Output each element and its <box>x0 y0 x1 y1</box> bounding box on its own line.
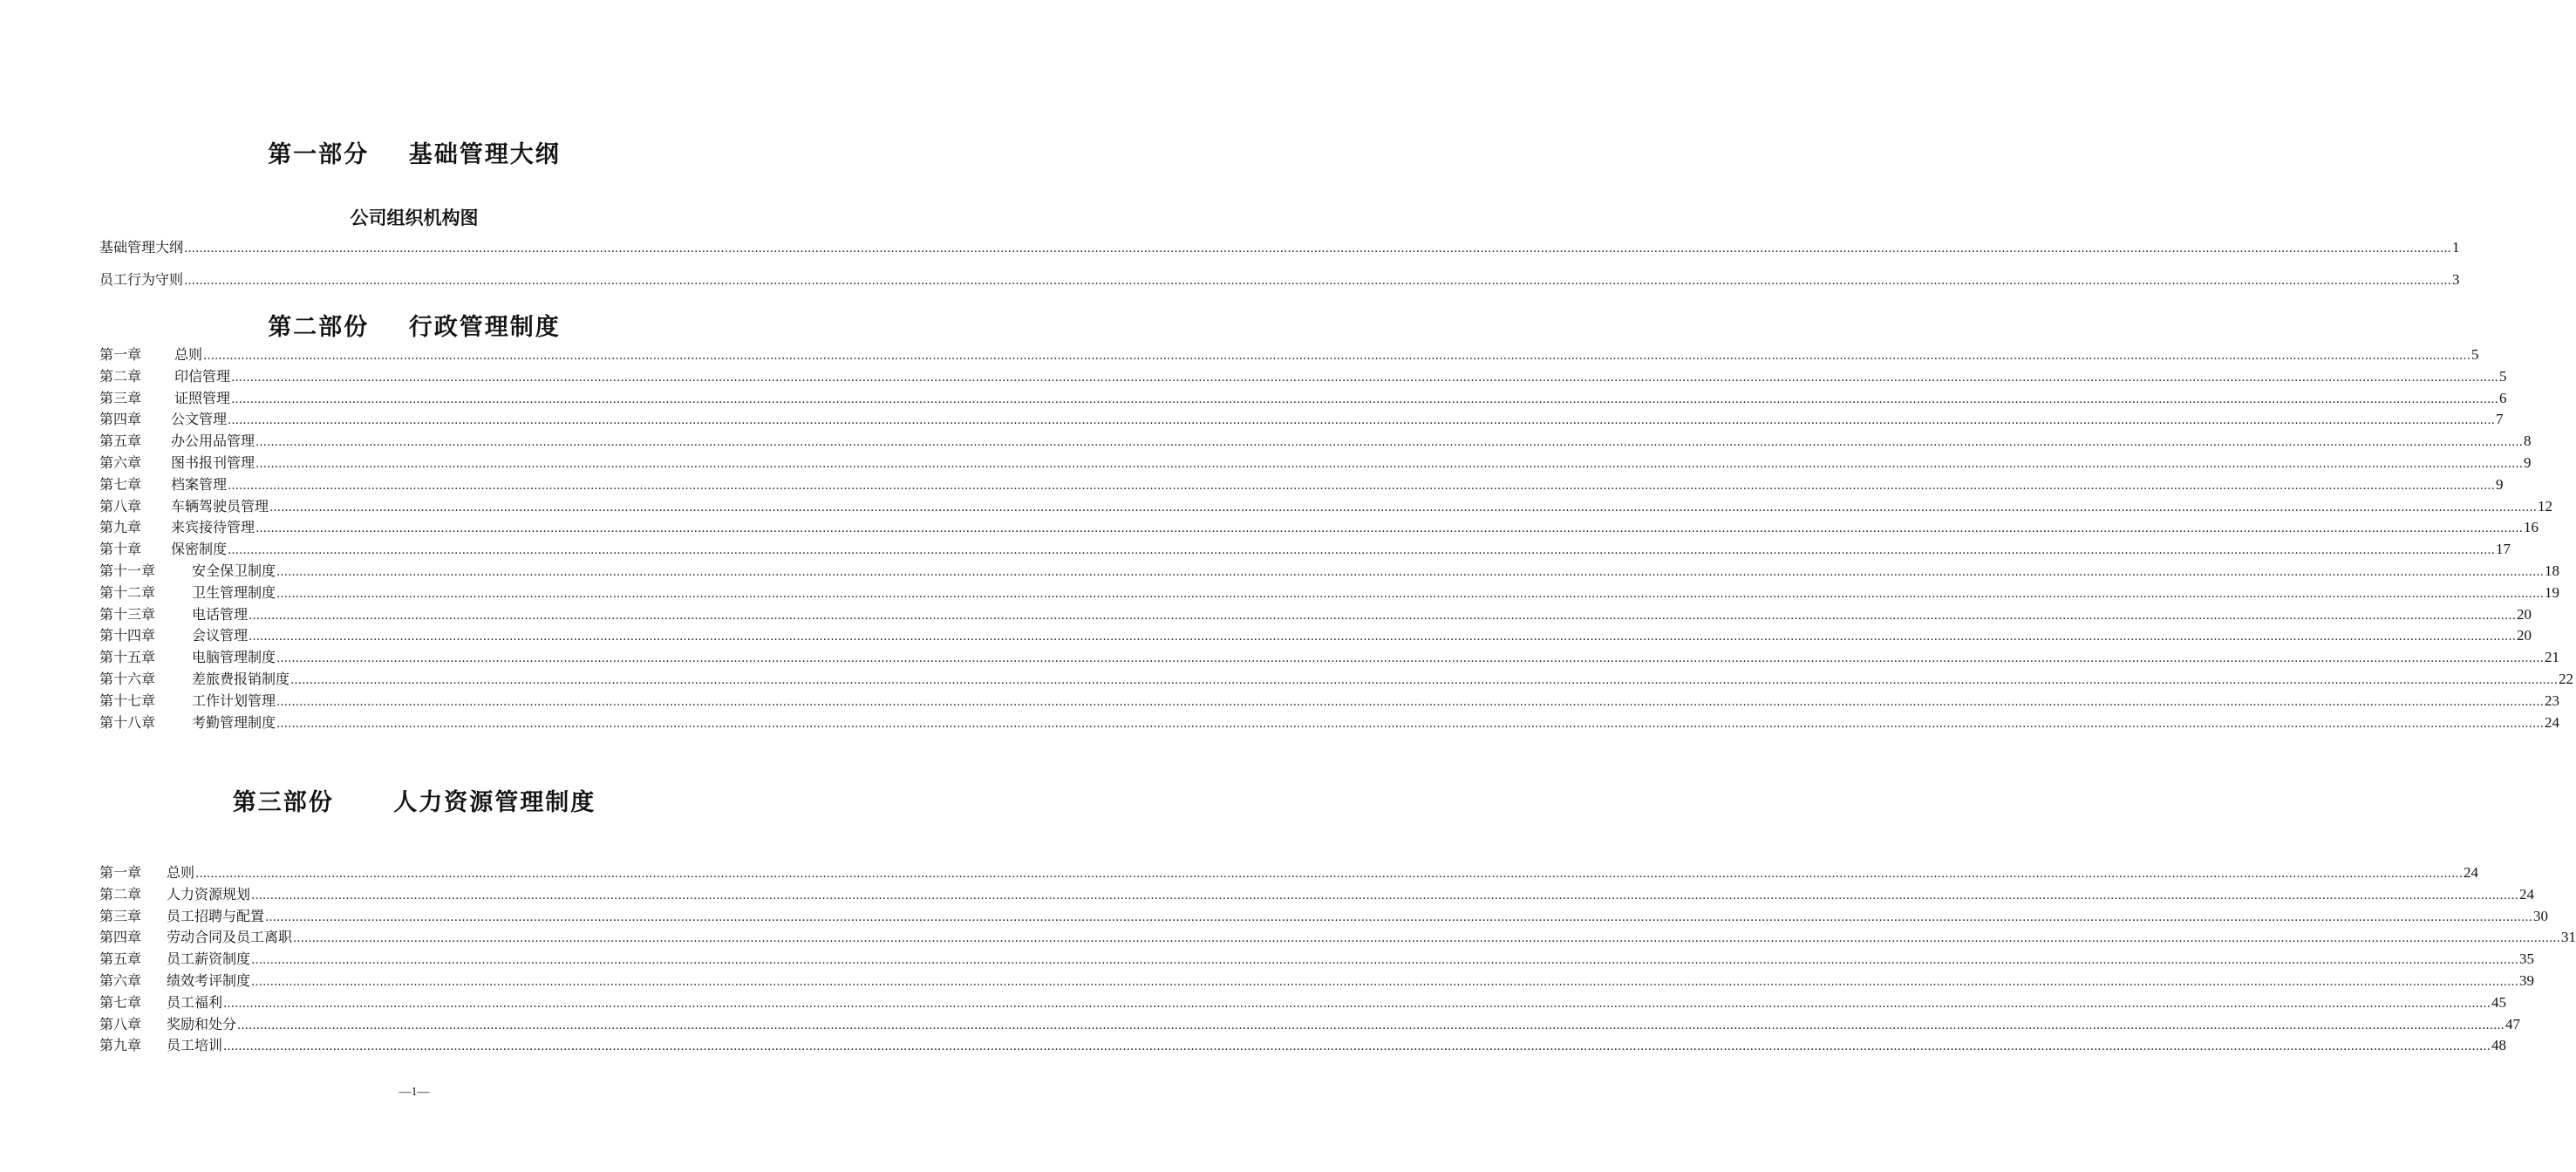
toc-entry-title: 电脑管理制度 <box>192 649 276 666</box>
toc-entry[interactable] <box>99 862 2479 883</box>
toc-entry-page: 6 <box>2499 389 2507 406</box>
toc-entry-chapter: 第八章 <box>99 497 142 514</box>
toc-entry[interactable] <box>99 1014 2521 1035</box>
toc-entry-page: 48 <box>2491 1037 2507 1054</box>
toc-entry[interactable] <box>99 669 2574 690</box>
toc-entry[interactable] <box>99 647 2560 668</box>
toc-entry-page: 5 <box>2471 346 2479 363</box>
toc-entry[interactable] <box>99 971 2535 991</box>
toc-entry[interactable] <box>99 517 2539 538</box>
leader-dots: …………………………………………………………………………………………………………………………………………………………………………………………………………………………………………………………………………………………………………………………………………………………………………………………………………………………………………………………………………………………………………………………………………………… <box>269 501 2538 514</box>
toc-entry-page: 8 <box>2524 433 2532 450</box>
leader-dots: …………………………………………………………………………………………………………………………………………………………………………………………………………………………………………………………………………………………………………………………………………………………………………………………………………………………………………………………………………………………………………………………………………………… <box>249 609 2517 623</box>
toc-entry-title: 证照管理 <box>174 389 231 406</box>
toc-entry-chapter: 第三章 <box>99 389 142 406</box>
leader-dots: …………………………………………………………………………………………………………………………………………………………………………………………………………………………………………………………………………………………………………………………………………………………………………………………………………………………………………………………………………………………………………………………………………………… <box>195 868 2464 881</box>
leader-dots: …………………………………………………………………………………………………………………………………………………………………………………………………………………………………………………………………………………………………………………………………………………………………………………………………………………………………………………………………………………………………………………………………………………… <box>265 910 2533 924</box>
toc-entry-chapter: 第七章 <box>99 475 142 493</box>
toc-entry-chapter: 第十一章 <box>99 562 156 579</box>
leader-dots: …………………………………………………………………………………………………………………………………………………………………………………………………………………………………………………………………………………………………………………………………………………………………………………………………………………………………………………………………………………………………………………………………………………… <box>293 932 2561 946</box>
leader-dots: …………………………………………………………………………………………………………………………………………………………………………………………………………………………………………………………………………………………………………………………………………………………………………………………………………………………………………………………………………………………………………………………………………………… <box>251 976 2519 989</box>
toc-entry-title: 来宾接待管理 <box>171 519 256 536</box>
toc-entry-chapter: 第十五章 <box>99 649 156 666</box>
toc-entry-title: 印信管理 <box>174 367 231 385</box>
toc-entry-chapter: 第五章 <box>99 433 142 450</box>
toc-entry-title: 公文管理 <box>171 411 228 428</box>
toc-entry-title: 差旅费报销制度 <box>192 671 290 687</box>
toc-entry[interactable] <box>99 539 2511 560</box>
toc-entry[interactable] <box>99 604 2532 625</box>
toc-entry[interactable] <box>99 583 2560 603</box>
toc-entry-page: 21 <box>2545 649 2560 666</box>
toc-entry[interactable] <box>99 884 2535 905</box>
toc-entry-chapter: 第一章 <box>99 346 142 363</box>
toc-entry-page: 23 <box>2545 692 2560 709</box>
toc-entry-chapter: 第十八章 <box>99 713 156 731</box>
toc-entry-page: 16 <box>2524 519 2539 536</box>
toc-entry-title: 员工行为守则 <box>99 271 184 288</box>
leader-dots: …………………………………………………………………………………………………………………………………………………………………………………………………………………………………………………………………………………………………………………………………………………………………………………………………………………………………………………………………………………………………………………………………………………… <box>184 275 2452 288</box>
toc-entry[interactable] <box>99 344 2479 365</box>
toc-entry-title: 绩效考评制度 <box>167 972 251 989</box>
toc-entry[interactable] <box>99 453 2532 474</box>
toc-entry-title: 会议管理 <box>192 627 249 644</box>
toc-entry-chapter: 第九章 <box>99 1037 142 1054</box>
toc-entry-title: 电话管理 <box>192 605 249 623</box>
toc-entry-page: 47 <box>2505 1015 2521 1032</box>
toc-entry-title: 员工薪资制度 <box>167 951 251 968</box>
toc-entry-title: 基础管理大纲 <box>99 239 184 256</box>
toc-entry-title: 办公用品管理 <box>171 433 256 450</box>
toc-entry-title: 考勤管理制度 <box>192 713 276 731</box>
toc-entry-page: 19 <box>2545 583 2560 601</box>
toc-entry-title: 图书报刊管理 <box>171 454 256 471</box>
toc-entry-title: 总则 <box>174 346 203 363</box>
toc-entry[interactable] <box>99 712 2560 733</box>
toc-entry[interactable] <box>99 269 2460 290</box>
toc-entry[interactable] <box>99 496 2553 517</box>
toc-entry-page: 24 <box>2464 864 2479 881</box>
leader-dots: …………………………………………………………………………………………………………………………………………………………………………………………………………………………………………………………………………………………………………………………………………………………………………………………………………………………………………………………………………………………………………………………………………………… <box>276 566 2545 579</box>
leader-dots: …………………………………………………………………………………………………………………………………………………………………………………………………………………………………………………………………………………………………………………………………………………………………………………………………………………………………………………………………………………………………………………………………………………… <box>276 717 2545 731</box>
toc-entry[interactable] <box>99 237 2460 258</box>
leader-dots: …………………………………………………………………………………………………………………………………………………………………………………………………………………………………………………………………………………………………………………………………………………………………………………………………………………………………………………………………………………………………………………………………………………… <box>228 479 2496 493</box>
toc-entry[interactable] <box>99 409 2504 430</box>
toc-entry[interactable] <box>99 949 2535 970</box>
toc-entry-title: 劳动合同及员工离职 <box>167 929 293 946</box>
toc-entry[interactable] <box>99 906 2549 927</box>
toc-entry-chapter: 第八章 <box>99 1015 142 1032</box>
leader-dots: …………………………………………………………………………………………………………………………………………………………………………………………………………………………………………………………………………………………………………………………………………………………………………………………………………………………………………………………………………………………………………………………………………………… <box>184 242 2452 256</box>
toc-entry-chapter: 第十四章 <box>99 627 156 644</box>
leader-dots: …………………………………………………………………………………………………………………………………………………………………………………………………………………………………………………………………………………………………………………………………………………………………………………………………………………………………………………………………………………………………………………………………………………… <box>276 652 2545 666</box>
leader-dots: …………………………………………………………………………………………………………………………………………………………………………………………………………………………………………………………………………………………………………………………………………………………………………………………………………………………………………………………………………………………………………………………………………………… <box>231 392 2499 406</box>
toc-entry-chapter: 第一章 <box>99 864 142 881</box>
toc-entry-title: 员工培训 <box>167 1037 223 1054</box>
toc-entry-chapter: 第七章 <box>99 993 142 1011</box>
toc-entry[interactable] <box>99 927 2576 948</box>
toc-entry-chapter: 第十三章 <box>99 605 156 623</box>
toc-entry-page: 17 <box>2496 541 2511 558</box>
leader-dots: …………………………………………………………………………………………………………………………………………………………………………………………………………………………………………………………………………………………………………………………………………………………………………………………………………………………………………………………………………………………………………………………………………………… <box>203 350 2471 363</box>
leader-dots: …………………………………………………………………………………………………………………………………………………………………………………………………………………………………………………………………………………………………………………………………………………………………………………………………………………………………………………………………………………………………………………………………………………… <box>223 1040 2491 1054</box>
toc-entry-title: 员工福利 <box>167 993 223 1011</box>
toc-entry-chapter: 第六章 <box>99 972 142 989</box>
toc-entry-title: 卫生管理制度 <box>192 583 276 601</box>
toc-entry-page: 31 <box>2561 929 2576 946</box>
toc-entry-title: 工作计划管理 <box>192 692 276 709</box>
leader-dots: …………………………………………………………………………………………………………………………………………………………………………………………………………………………………………………………………………………………………………………………………………………………………………………………………………………………………………………………………………………………………………………………………………………… <box>231 371 2499 385</box>
toc-entry-page: 18 <box>2545 562 2560 579</box>
toc-entry-page: 22 <box>2559 671 2574 687</box>
leader-dots: …………………………………………………………………………………………………………………………………………………………………………………………………………………………………………………………………………………………………………………………………………………………………………………………………………………………………………………………………………………………………………………………………………………… <box>256 458 2524 471</box>
toc-entry[interactable] <box>99 1035 2507 1056</box>
toc-entry-title: 员工招聘与配置 <box>167 907 265 924</box>
toc-entry-page: 39 <box>2519 972 2535 989</box>
toc-entry[interactable] <box>99 625 2532 646</box>
toc-entry-page: 1 <box>2452 239 2460 256</box>
leader-dots: …………………………………………………………………………………………………………………………………………………………………………………………………………………………………………………………………………………………………………………………………………………………………………………………………………………………………………………………………………………………………………………………………………………… <box>237 1019 2505 1032</box>
leader-dots: …………………………………………………………………………………………………………………………………………………………………………………………………………………………………………………………………………………………………………………………………………………………………………………………………………………………………………………………………………………………………………………………………………………… <box>249 630 2517 644</box>
toc-entry-page: 20 <box>2517 627 2532 644</box>
leader-dots: …………………………………………………………………………………………………………………………………………………………………………………………………………………………………………………………………………………………………………………………………………………………………………………………………………………………………………………………………………………………………………………………………………………… <box>276 695 2545 709</box>
toc-entry-title: 人力资源规划 <box>167 885 251 903</box>
leader-dots: …………………………………………………………………………………………………………………………………………………………………………………………………………………………………………………………………………………………………………………………………………………………………………………………………………………………………………………………………………………………………………………………………………………… <box>290 674 2559 687</box>
toc-entry-title: 车辆驾驶员管理 <box>171 497 269 514</box>
toc-entry-title: 档案管理 <box>171 475 228 493</box>
toc-entry-page: 30 <box>2533 907 2549 924</box>
org-chart-subtitle: 公司组织机构图 <box>350 208 479 228</box>
toc-entry-title: 奖励和处分 <box>167 1015 237 1032</box>
toc-entry-chapter: 第十七章 <box>99 692 156 709</box>
toc-entry[interactable] <box>99 366 2507 387</box>
toc-entry[interactable] <box>99 388 2507 409</box>
toc-entry-page: 12 <box>2538 497 2553 514</box>
leader-dots: …………………………………………………………………………………………………………………………………………………………………………………………………………………………………………………………………………………………………………………………………………………………………………………………………………………………………………………………………………………………………………………………………………………… <box>251 954 2519 968</box>
leader-dots: …………………………………………………………………………………………………………………………………………………………………………………………………………………………………………………………………………………………………………………………………………………………………………………………………………………………………………………………………………………………………………………………………………………… <box>251 889 2519 903</box>
toc-entry[interactable] <box>99 431 2532 452</box>
toc-entry-chapter: 第二章 <box>99 885 142 903</box>
toc-entry-page: 9 <box>2496 475 2504 493</box>
part1-title: 第一部分 基础管理大纲 <box>268 141 561 168</box>
toc-entry-title: 保密制度 <box>171 541 228 558</box>
toc-entry-chapter: 第九章 <box>99 519 142 536</box>
toc-entry-chapter: 第六章 <box>99 454 142 471</box>
toc-entry-page: 3 <box>2452 271 2460 288</box>
toc-entry-page: 35 <box>2519 951 2535 968</box>
toc-entry-chapter: 第十二章 <box>99 583 156 601</box>
leader-dots: …………………………………………………………………………………………………………………………………………………………………………………………………………………………………………………………………………………………………………………………………………………………………………………………………………………………………………………………………………………………………………………………………………………… <box>228 414 2496 428</box>
toc-entry-page: 7 <box>2496 411 2504 428</box>
toc-entry-chapter: 第五章 <box>99 951 142 968</box>
toc-entry-title: 安全保卫制度 <box>192 562 276 579</box>
toc-entry-chapter: 第四章 <box>99 411 142 428</box>
toc-entry-chapter: 第十六章 <box>99 671 156 687</box>
toc-entry-chapter: 第二章 <box>99 367 142 385</box>
part2-title: 第二部份 行政管理制度 <box>268 314 561 341</box>
part3-title: 第三部份 人力资源管理制度 <box>232 789 596 816</box>
toc-entry-chapter: 第四章 <box>99 929 142 946</box>
toc-entry[interactable] <box>99 561 2560 582</box>
toc-entry[interactable] <box>99 474 2504 495</box>
page-number: —1— <box>399 1086 430 1099</box>
toc-entry-page: 45 <box>2491 993 2507 1011</box>
leader-dots: …………………………………………………………………………………………………………………………………………………………………………………………………………………………………………………………………………………………………………………………………………………………………………………………………………………………………………………………………………………………………………………………………………………… <box>256 522 2524 536</box>
toc-entry-chapter: 第三章 <box>99 907 142 924</box>
toc-entry-chapter: 第十章 <box>99 541 142 558</box>
toc-entry-page: 20 <box>2517 605 2532 623</box>
toc-entry[interactable] <box>99 691 2560 712</box>
toc-entry-title: 总则 <box>167 864 195 881</box>
leader-dots: …………………………………………………………………………………………………………………………………………………………………………………………………………………………………………………………………………………………………………………………………………………………………………………………………………………………………………………………………………………………………………………………………………………… <box>256 436 2524 450</box>
toc-entry-page: 24 <box>2545 713 2560 731</box>
leader-dots: …………………………………………………………………………………………………………………………………………………………………………………………………………………………………………………………………………………………………………………………………………………………………………………………………………………………………………………………………………………………………………………………………………………… <box>228 544 2496 558</box>
leader-dots: …………………………………………………………………………………………………………………………………………………………………………………………………………………………………………………………………………………………………………………………………………………………………………………………………………………………………………………………………………………………………………………………………………………… <box>276 587 2545 601</box>
toc-entry-page: 9 <box>2524 454 2532 471</box>
toc-entry-page: 5 <box>2499 367 2507 385</box>
toc-entry[interactable] <box>99 992 2507 1013</box>
leader-dots: …………………………………………………………………………………………………………………………………………………………………………………………………………………………………………………………………………………………………………………………………………………………………………………………………………………………………………………………………………………………………………………………………………………… <box>223 997 2491 1011</box>
toc-entry-page: 24 <box>2519 885 2535 903</box>
